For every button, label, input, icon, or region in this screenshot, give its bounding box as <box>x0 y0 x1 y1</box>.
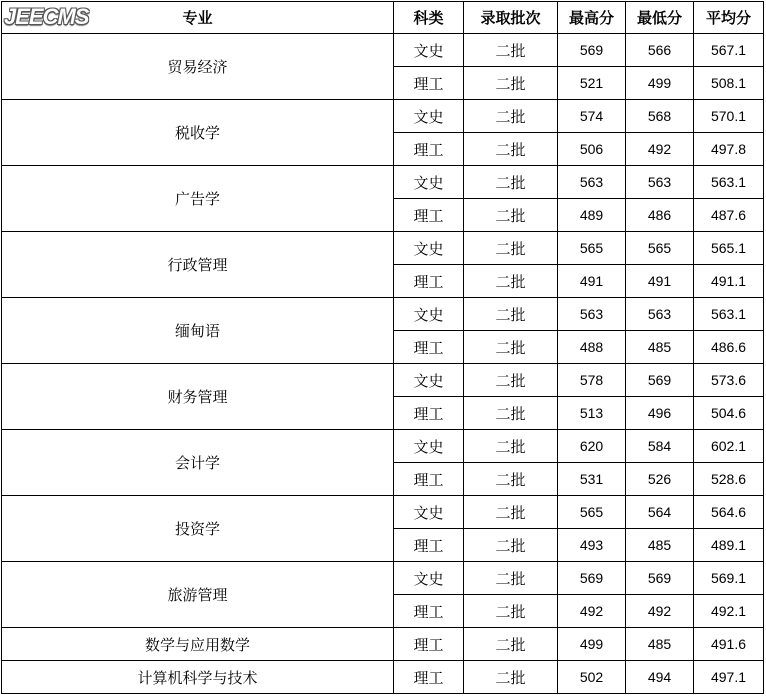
min-score-cell: 485 <box>626 331 694 364</box>
subject-cell: 理工 <box>394 529 464 562</box>
max-score-cell: 563 <box>558 298 626 331</box>
batch-cell: 二批 <box>464 364 558 397</box>
major-cell: 会计学 <box>2 430 394 496</box>
avg-score-cell: 508.1 <box>694 67 764 100</box>
min-score-cell: 499 <box>626 67 694 100</box>
table-row <box>2 34 764 67</box>
avg-score-cell: 563.1 <box>694 166 764 199</box>
watermark-logo: JEECMS <box>4 4 89 29</box>
major-cell: 贸易经济 <box>2 34 394 100</box>
avg-score-cell: 487.6 <box>694 199 764 232</box>
min-score-cell: 485 <box>626 529 694 562</box>
major-cell: 旅游管理 <box>2 562 394 628</box>
min-score-cell: 569 <box>626 562 694 595</box>
max-score-cell: 574 <box>558 100 626 133</box>
table-row <box>2 166 764 199</box>
max-score-cell: 506 <box>558 133 626 166</box>
avg-score-cell: 492.1 <box>694 595 764 628</box>
header-min: 最低分 <box>626 2 694 34</box>
max-score-cell: 565 <box>558 232 626 265</box>
major-cell: 投资学 <box>2 496 394 562</box>
max-score-cell: 620 <box>558 430 626 463</box>
min-score-cell: 492 <box>626 595 694 628</box>
min-score-cell: 584 <box>626 430 694 463</box>
batch-cell: 二批 <box>464 430 558 463</box>
max-score-cell: 531 <box>558 463 626 496</box>
max-score-cell: 569 <box>558 562 626 595</box>
min-score-cell: 491 <box>626 265 694 298</box>
batch-cell: 二批 <box>464 34 558 67</box>
batch-cell: 二批 <box>464 298 558 331</box>
avg-score-cell: 602.1 <box>694 430 764 463</box>
batch-cell: 二批 <box>464 166 558 199</box>
avg-score-cell: 570.1 <box>694 100 764 133</box>
avg-score-cell: 569.1 <box>694 562 764 595</box>
min-score-cell: 496 <box>626 397 694 430</box>
batch-cell: 二批 <box>464 463 558 496</box>
max-score-cell: 492 <box>558 595 626 628</box>
batch-cell: 二批 <box>464 331 558 364</box>
min-score-cell: 565 <box>626 232 694 265</box>
batch-cell: 二批 <box>464 529 558 562</box>
max-score-cell: 565 <box>558 496 626 529</box>
table-row <box>2 100 764 133</box>
batch-cell: 二批 <box>464 265 558 298</box>
avg-score-cell: 564.6 <box>694 496 764 529</box>
max-score-cell: 521 <box>558 67 626 100</box>
subject-cell: 理工 <box>394 661 464 694</box>
header-batch: 录取批次 <box>464 2 558 34</box>
subject-cell: 理工 <box>394 463 464 496</box>
batch-cell: 二批 <box>464 562 558 595</box>
subject-cell: 理工 <box>394 199 464 232</box>
avg-score-cell: 486.6 <box>694 331 764 364</box>
major-cell: 数学与应用数学 <box>2 628 394 661</box>
max-score-cell: 578 <box>558 364 626 397</box>
table-row <box>2 298 764 331</box>
batch-cell: 二批 <box>464 133 558 166</box>
subject-cell: 理工 <box>394 397 464 430</box>
subject-cell: 理工 <box>394 67 464 100</box>
table-row <box>2 628 764 661</box>
table-row <box>2 430 764 463</box>
avg-score-cell: 563.1 <box>694 298 764 331</box>
subject-cell: 文史 <box>394 562 464 595</box>
subject-cell: 文史 <box>394 496 464 529</box>
table-row <box>2 562 764 595</box>
major-cell: 广告学 <box>2 166 394 232</box>
table-row <box>2 232 764 265</box>
avg-score-cell: 491.1 <box>694 265 764 298</box>
avg-score-cell: 489.1 <box>694 529 764 562</box>
header-avg: 平均分 <box>694 2 764 34</box>
subject-cell: 文史 <box>394 100 464 133</box>
avg-score-cell: 528.6 <box>694 463 764 496</box>
header-major-label: 专业 <box>182 9 213 27</box>
avg-score-cell: 567.1 <box>694 34 764 67</box>
batch-cell: 二批 <box>464 628 558 661</box>
min-score-cell: 492 <box>626 133 694 166</box>
subject-cell: 文史 <box>394 364 464 397</box>
subject-cell: 理工 <box>394 595 464 628</box>
batch-cell: 二批 <box>464 232 558 265</box>
table-row <box>2 661 764 694</box>
max-score-cell: 489 <box>558 199 626 232</box>
max-score-cell: 502 <box>558 661 626 694</box>
subject-cell: 文史 <box>394 298 464 331</box>
batch-cell: 二批 <box>464 595 558 628</box>
max-score-cell: 563 <box>558 166 626 199</box>
avg-score-cell: 491.6 <box>694 628 764 661</box>
header-major <box>2 2 394 34</box>
major-cell: 财务管理 <box>2 364 394 430</box>
min-score-cell: 486 <box>626 199 694 232</box>
batch-cell: 二批 <box>464 100 558 133</box>
batch-cell: 二批 <box>464 397 558 430</box>
subject-cell: 理工 <box>394 331 464 364</box>
min-score-cell: 569 <box>626 364 694 397</box>
table-row <box>2 496 764 529</box>
max-score-cell: 493 <box>558 529 626 562</box>
avg-score-cell: 573.6 <box>694 364 764 397</box>
batch-cell: 二批 <box>464 661 558 694</box>
batch-cell: 二批 <box>464 67 558 100</box>
max-score-cell: 513 <box>558 397 626 430</box>
major-cell: 计算机科学与技术 <box>2 661 394 694</box>
subject-cell: 理工 <box>394 133 464 166</box>
min-score-cell: 566 <box>626 34 694 67</box>
min-score-cell: 564 <box>626 496 694 529</box>
subject-cell: 文史 <box>394 166 464 199</box>
min-score-cell: 563 <box>626 166 694 199</box>
min-score-cell: 568 <box>626 100 694 133</box>
avg-score-cell: 497.1 <box>694 661 764 694</box>
max-score-cell: 491 <box>558 265 626 298</box>
table-body <box>2 34 764 694</box>
batch-cell: 二批 <box>464 199 558 232</box>
min-score-cell: 526 <box>626 463 694 496</box>
max-score-cell: 499 <box>558 628 626 661</box>
avg-score-cell: 504.6 <box>694 397 764 430</box>
admission-scores-table <box>1 1 764 694</box>
subject-cell: 理工 <box>394 265 464 298</box>
subject-cell: 理工 <box>394 628 464 661</box>
avg-score-cell: 497.8 <box>694 133 764 166</box>
subject-cell: 文史 <box>394 34 464 67</box>
max-score-cell: 488 <box>558 331 626 364</box>
major-cell: 税收学 <box>2 100 394 166</box>
header-row <box>2 2 764 34</box>
min-score-cell: 494 <box>626 661 694 694</box>
header-max: 最高分 <box>558 2 626 34</box>
table-row <box>2 364 764 397</box>
subject-cell: 文史 <box>394 232 464 265</box>
subject-cell: 文史 <box>394 430 464 463</box>
min-score-cell: 563 <box>626 298 694 331</box>
header-subject: 科类 <box>394 2 464 34</box>
max-score-cell: 569 <box>558 34 626 67</box>
major-cell: 行政管理 <box>2 232 394 298</box>
min-score-cell: 485 <box>626 628 694 661</box>
avg-score-cell: 565.1 <box>694 232 764 265</box>
major-cell: 缅甸语 <box>2 298 394 364</box>
batch-cell: 二批 <box>464 496 558 529</box>
